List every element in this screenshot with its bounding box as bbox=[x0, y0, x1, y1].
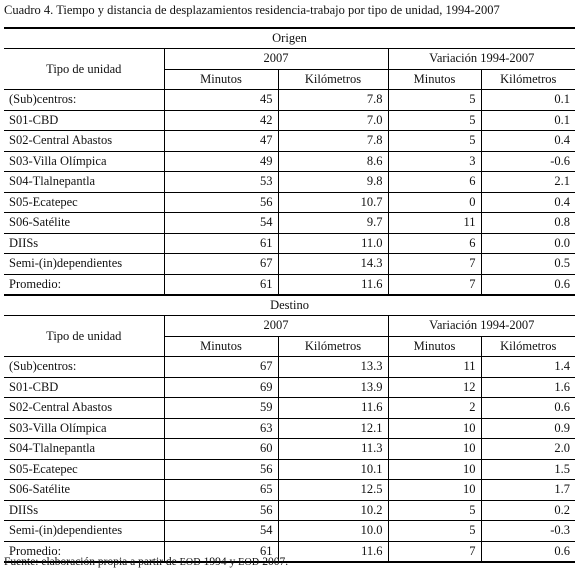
table-row bbox=[4, 90, 575, 111]
cell-var-kilometros: 0.6 bbox=[481, 274, 575, 295]
table-caption: Cuadro 4. Tiempo y distancia de desplazamientos residencia-trabajo por tipo de unidad, 1994-2007 bbox=[4, 3, 500, 17]
footnote-prefix: Fuente: elaboración propia a partir de bbox=[4, 556, 180, 568]
header-variacion: Variación 1994-2007 bbox=[388, 49, 575, 70]
header-year: 2007 bbox=[164, 49, 388, 70]
cell-kilometros: 14.3 bbox=[278, 254, 388, 275]
cell-var-kilometros: 0.4 bbox=[481, 192, 575, 213]
cell-var-minutos: 5 bbox=[388, 131, 481, 152]
cell-var-minutos: 10 bbox=[388, 439, 481, 460]
row-label: S02-Central Abastos bbox=[4, 131, 164, 152]
cell-kilometros: 7.8 bbox=[278, 131, 388, 152]
cell-minutos: 56 bbox=[164, 500, 278, 521]
cell-var-minutos: 11 bbox=[388, 357, 481, 378]
header-year: 2007 bbox=[164, 316, 388, 337]
table-row bbox=[4, 418, 575, 439]
cell-var-minutos: 11 bbox=[388, 213, 481, 234]
cell-var-kilometros: 0.6 bbox=[481, 398, 575, 419]
header-variacion: Variación 1994-2007 bbox=[388, 316, 575, 337]
footnote-mid-2: 2007. bbox=[259, 556, 289, 568]
cell-var-kilometros: 0.0 bbox=[481, 233, 575, 254]
cell-minutos: 45 bbox=[164, 90, 278, 111]
cell-minutos: 56 bbox=[164, 192, 278, 213]
cell-var-minutos: 10 bbox=[388, 480, 481, 501]
row-label: Promedio: bbox=[4, 541, 164, 562]
row-label: S04-Tlalnepantla bbox=[4, 172, 164, 193]
header-var-minutos: Minutos bbox=[388, 336, 481, 357]
cell-var-minutos: 6 bbox=[388, 233, 481, 254]
cell-minutos: 67 bbox=[164, 357, 278, 378]
cell-var-kilometros: 0.1 bbox=[481, 110, 575, 131]
cell-minutos: 61 bbox=[164, 541, 278, 562]
cell-var-kilometros: -0.6 bbox=[481, 151, 575, 172]
cell-kilometros: 10.2 bbox=[278, 500, 388, 521]
footnote-source-1: EOD bbox=[179, 557, 201, 568]
cell-kilometros: 11.6 bbox=[278, 541, 388, 562]
row-label: S06-Satélite bbox=[4, 480, 164, 501]
cell-kilometros: 13.9 bbox=[278, 377, 388, 398]
cell-kilometros: 10.1 bbox=[278, 459, 388, 480]
cell-kilometros: 10.0 bbox=[278, 521, 388, 542]
cell-kilometros: 11.6 bbox=[278, 398, 388, 419]
row-label: (Sub)centros: bbox=[4, 90, 164, 111]
table-row bbox=[4, 480, 575, 501]
cell-minutos: 61 bbox=[164, 274, 278, 295]
header-var-kilometros: Kilómetros bbox=[481, 336, 575, 357]
cell-var-minutos: 10 bbox=[388, 418, 481, 439]
section-title: Origen bbox=[4, 28, 575, 49]
table-row bbox=[4, 377, 575, 398]
section-destino bbox=[4, 295, 575, 357]
row-label: Semi-(in)dependientes bbox=[4, 521, 164, 542]
section-origen bbox=[4, 28, 575, 90]
table-row bbox=[4, 521, 575, 542]
cell-minutos: 47 bbox=[164, 131, 278, 152]
header-kilometros: Kilómetros bbox=[278, 69, 388, 90]
cell-minutos: 54 bbox=[164, 521, 278, 542]
cell-kilometros: 11.3 bbox=[278, 439, 388, 460]
row-label: S04-Tlalnepantla bbox=[4, 439, 164, 460]
row-label: S01-CBD bbox=[4, 110, 164, 131]
cell-minutos: 53 bbox=[164, 172, 278, 193]
table-row bbox=[4, 192, 575, 213]
cell-var-kilometros: 0.4 bbox=[481, 131, 575, 152]
table-row bbox=[4, 398, 575, 419]
cell-var-kilometros: 1.5 bbox=[481, 459, 575, 480]
cell-var-kilometros: 1.6 bbox=[481, 377, 575, 398]
cell-var-minutos: 5 bbox=[388, 500, 481, 521]
cell-minutos: 67 bbox=[164, 254, 278, 275]
cell-var-minutos: 5 bbox=[388, 521, 481, 542]
cell-kilometros: 13.3 bbox=[278, 357, 388, 378]
source-footnote bbox=[4, 556, 288, 568]
cell-kilometros: 11.6 bbox=[278, 274, 388, 295]
cell-minutos: 63 bbox=[164, 418, 278, 439]
cell-minutos: 60 bbox=[164, 439, 278, 460]
cell-kilometros: 12.5 bbox=[278, 480, 388, 501]
travel-table bbox=[4, 27, 575, 563]
table-row bbox=[4, 459, 575, 480]
header-minutos: Minutos bbox=[164, 336, 278, 357]
cell-kilometros: 7.0 bbox=[278, 110, 388, 131]
cell-var-kilometros: 0.8 bbox=[481, 213, 575, 234]
table-row bbox=[4, 172, 575, 193]
cell-var-minutos: 5 bbox=[388, 110, 481, 131]
cell-var-kilometros: 1.4 bbox=[481, 357, 575, 378]
cell-minutos: 65 bbox=[164, 480, 278, 501]
row-label: S05-Ecatepec bbox=[4, 459, 164, 480]
cell-var-minutos: 7 bbox=[388, 541, 481, 562]
cell-minutos: 49 bbox=[164, 151, 278, 172]
cell-var-kilometros: -0.3 bbox=[481, 521, 575, 542]
rows-destino bbox=[4, 357, 575, 563]
cell-var-kilometros: 0.1 bbox=[481, 90, 575, 111]
cell-var-minutos: 7 bbox=[388, 274, 481, 295]
cell-var-kilometros: 1.7 bbox=[481, 480, 575, 501]
cell-var-kilometros: 0.2 bbox=[481, 500, 575, 521]
cell-minutos: 54 bbox=[164, 213, 278, 234]
row-label: S06-Satélite bbox=[4, 213, 164, 234]
header-kilometros: Kilómetros bbox=[278, 336, 388, 357]
table-row bbox=[4, 233, 575, 254]
row-label: S03-Villa Olímpica bbox=[4, 418, 164, 439]
row-label: DIISs bbox=[4, 500, 164, 521]
cell-minutos: 59 bbox=[164, 398, 278, 419]
cell-kilometros: 9.7 bbox=[278, 213, 388, 234]
cell-kilometros: 8.6 bbox=[278, 151, 388, 172]
row-label: S05-Ecatepec bbox=[4, 192, 164, 213]
table-row bbox=[4, 131, 575, 152]
cell-minutos: 56 bbox=[164, 459, 278, 480]
row-label: DIISs bbox=[4, 233, 164, 254]
row-label: (Sub)centros: bbox=[4, 357, 164, 378]
cell-kilometros: 10.7 bbox=[278, 192, 388, 213]
table-row bbox=[4, 439, 575, 460]
header-tipo: Tipo de unidad bbox=[4, 49, 164, 90]
row-label: Promedio: bbox=[4, 274, 164, 295]
cell-var-minutos: 10 bbox=[388, 459, 481, 480]
cell-var-minutos: 0 bbox=[388, 192, 481, 213]
cell-var-kilometros: 0.6 bbox=[481, 541, 575, 562]
cell-var-minutos: 6 bbox=[388, 172, 481, 193]
row-label: S02-Central Abastos bbox=[4, 398, 164, 419]
footnote-mid-1: 1994 y bbox=[200, 556, 239, 568]
cell-var-minutos: 12 bbox=[388, 377, 481, 398]
row-label: S03-Villa Olímpica bbox=[4, 151, 164, 172]
cell-var-minutos: 3 bbox=[388, 151, 481, 172]
cell-minutos: 42 bbox=[164, 110, 278, 131]
header-var-minutos: Minutos bbox=[388, 69, 481, 90]
header-tipo: Tipo de unidad bbox=[4, 316, 164, 357]
cell-minutos: 69 bbox=[164, 377, 278, 398]
table-row bbox=[4, 254, 575, 275]
rows-origen bbox=[4, 90, 575, 296]
cell-var-minutos: 2 bbox=[388, 398, 481, 419]
header-minutos: Minutos bbox=[164, 69, 278, 90]
row-label: S01-CBD bbox=[4, 377, 164, 398]
table-row bbox=[4, 500, 575, 521]
cell-var-kilometros: 2.1 bbox=[481, 172, 575, 193]
cell-kilometros: 12.1 bbox=[278, 418, 388, 439]
cell-var-minutos: 7 bbox=[388, 254, 481, 275]
table-row bbox=[4, 213, 575, 234]
footnote-source-2: EOD bbox=[238, 557, 260, 568]
table-row bbox=[4, 357, 575, 378]
cell-var-kilometros: 0.5 bbox=[481, 254, 575, 275]
table-row bbox=[4, 151, 575, 172]
cell-var-kilometros: 0.9 bbox=[481, 418, 575, 439]
cell-minutos: 61 bbox=[164, 233, 278, 254]
cell-var-minutos: 5 bbox=[388, 90, 481, 111]
header-var-kilometros: Kilómetros bbox=[481, 69, 575, 90]
section-title: Destino bbox=[4, 295, 575, 316]
table-row bbox=[4, 274, 575, 295]
cell-kilometros: 9.8 bbox=[278, 172, 388, 193]
table-row bbox=[4, 110, 575, 131]
cell-var-kilometros: 2.0 bbox=[481, 439, 575, 460]
cell-kilometros: 7.8 bbox=[278, 90, 388, 111]
row-label: Semi-(in)dependientes bbox=[4, 254, 164, 275]
cell-kilometros: 11.0 bbox=[278, 233, 388, 254]
